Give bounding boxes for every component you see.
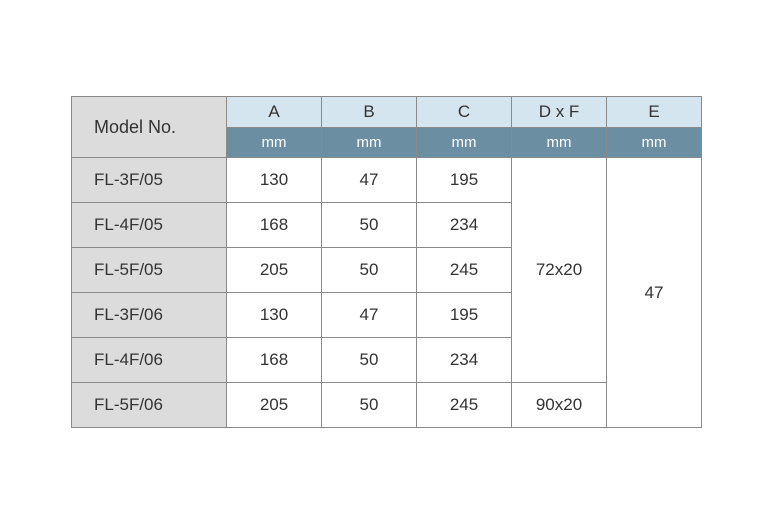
cell-a: 205 xyxy=(227,383,322,428)
cell-c: 195 xyxy=(417,293,512,338)
cell-b: 47 xyxy=(322,293,417,338)
model-cell: FL-4F/05 xyxy=(72,203,227,248)
unit-e: mm xyxy=(607,128,702,158)
cell-c: 245 xyxy=(417,383,512,428)
cell-c: 195 xyxy=(417,158,512,203)
cell-b: 50 xyxy=(322,203,417,248)
cell-c: 234 xyxy=(417,203,512,248)
model-cell: FL-5F/05 xyxy=(72,248,227,293)
header-row xyxy=(72,97,702,128)
column-header-e: E xyxy=(607,97,702,128)
cell-a: 168 xyxy=(227,203,322,248)
column-header-dxf: D x F xyxy=(512,97,607,128)
unit-b: mm xyxy=(322,128,417,158)
model-no-header: Model No. xyxy=(72,97,227,158)
model-cell: FL-3F/05 xyxy=(72,158,227,203)
cell-a: 130 xyxy=(227,158,322,203)
cell-dxf-group-2: 90x20 xyxy=(512,383,607,428)
model-cell: FL-3F/06 xyxy=(72,293,227,338)
cell-b: 50 xyxy=(322,338,417,383)
table-row xyxy=(72,158,702,203)
model-cell: FL-5F/06 xyxy=(72,383,227,428)
cell-e-merged: 47 xyxy=(607,158,702,428)
cell-dxf-group-1: 72x20 xyxy=(512,158,607,383)
cell-c: 234 xyxy=(417,338,512,383)
cell-c: 245 xyxy=(417,248,512,293)
model-cell: FL-4F/06 xyxy=(72,338,227,383)
unit-c: mm xyxy=(417,128,512,158)
cell-a: 130 xyxy=(227,293,322,338)
unit-dxf: mm xyxy=(512,128,607,158)
cell-a: 168 xyxy=(227,338,322,383)
column-header-c: C xyxy=(417,97,512,128)
cell-b: 50 xyxy=(322,383,417,428)
unit-a: mm xyxy=(227,128,322,158)
cell-a: 205 xyxy=(227,248,322,293)
cell-b: 47 xyxy=(322,158,417,203)
spec-table xyxy=(71,96,702,428)
cell-b: 50 xyxy=(322,248,417,293)
column-header-b: B xyxy=(322,97,417,128)
column-header-a: A xyxy=(227,97,322,128)
